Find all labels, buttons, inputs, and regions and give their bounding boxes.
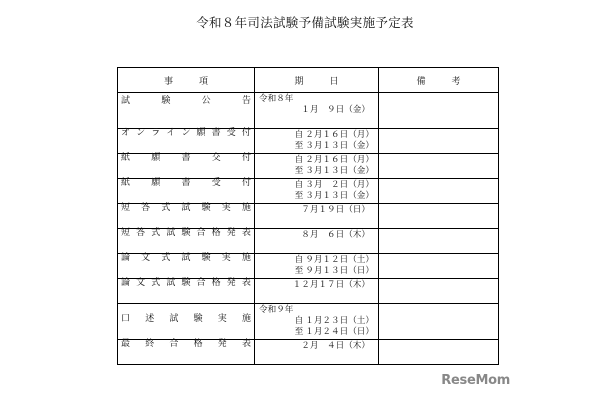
event-char: 書	[211, 128, 221, 138]
date-text: ７月１９日（日）	[301, 205, 370, 215]
remarks-cell	[379, 254, 499, 279]
range-prefix: 自	[294, 155, 304, 165]
table-row	[118, 229, 499, 254]
period-cell	[255, 229, 379, 254]
date-text: ９月１２日（土）	[305, 255, 374, 265]
period-cell	[255, 129, 379, 154]
event-char: 格	[193, 339, 203, 349]
resemom-watermark: ReseMom	[441, 373, 510, 388]
event-cell	[118, 340, 255, 365]
event-char: 実	[221, 253, 231, 263]
date-line	[259, 105, 374, 116]
event-char: 表	[241, 278, 251, 288]
event-char: 受	[226, 128, 236, 138]
range-prefix: 自	[294, 255, 304, 265]
period-cell	[255, 254, 379, 279]
date-text: ２月１６日（月）	[305, 155, 374, 165]
table-row	[118, 154, 499, 179]
era-label: 令和８年	[259, 94, 294, 104]
header-event-char: 事	[163, 76, 173, 87]
remarks-cell	[379, 304, 499, 340]
header-remarks-char: 考	[451, 76, 461, 87]
event-label	[118, 179, 254, 188]
event-char: 験	[161, 96, 171, 106]
event-char: ン	[181, 128, 191, 138]
event-char: 紙	[121, 178, 131, 188]
event-char: 試	[166, 278, 176, 288]
event-char: 発	[217, 339, 227, 349]
remarks-cell	[379, 340, 499, 365]
event-char: 試	[169, 314, 179, 324]
event-char: 願	[196, 128, 206, 138]
date-text: ２月 ４日（木）	[301, 341, 370, 351]
date-line	[259, 180, 374, 191]
event-char: 答	[136, 228, 146, 238]
event-char: 告	[241, 96, 251, 106]
event-char: 論	[121, 253, 131, 263]
table-row	[118, 279, 499, 304]
event-char: 合	[196, 278, 206, 288]
event-char: 終	[145, 339, 155, 349]
event-char: 文	[141, 253, 151, 263]
range-prefix: 自	[294, 130, 304, 140]
event-char: 験	[181, 278, 191, 288]
date-line	[259, 316, 374, 327]
header-period-char: 日	[329, 76, 339, 87]
range-prefix: 至	[294, 166, 304, 176]
table-row	[118, 340, 499, 365]
event-char: 格	[211, 228, 221, 238]
event-char: 験	[193, 314, 203, 324]
event-label	[118, 204, 254, 213]
range-prefix: 至	[294, 266, 304, 276]
event-char: 公	[201, 96, 211, 106]
event-char: 付	[241, 128, 251, 138]
event-char: 験	[201, 203, 211, 213]
date-line	[259, 327, 374, 338]
event-char: 短	[121, 228, 131, 238]
event-label	[118, 340, 254, 349]
event-char: 付	[241, 153, 251, 163]
header-event-char: 項	[199, 76, 209, 87]
event-char: 交	[211, 153, 221, 163]
date-text: ３月１３日（金）	[305, 166, 374, 176]
event-char: 施	[241, 253, 251, 263]
period-cell	[255, 279, 379, 304]
remarks-cell	[379, 93, 499, 129]
date-text: ９月１３日（日）	[305, 266, 374, 276]
event-char: 式	[161, 203, 171, 213]
event-char: 実	[221, 203, 231, 213]
date-line	[259, 280, 374, 291]
event-cell	[118, 304, 255, 340]
range-prefix: 自	[294, 180, 304, 190]
event-char: 付	[241, 178, 251, 188]
event-label	[118, 129, 254, 138]
remarks-cell	[379, 229, 499, 254]
date-line	[259, 130, 374, 141]
table-row	[118, 254, 499, 279]
schedule-table	[117, 67, 499, 365]
document-title: 令和８年司法試験予備試験実施予定表	[196, 15, 414, 30]
table-row	[118, 304, 499, 340]
remarks-cell	[379, 154, 499, 179]
remarks-cell	[379, 129, 499, 154]
remarks-cell	[379, 179, 499, 204]
event-char: 答	[141, 203, 151, 213]
event-char: 式	[151, 278, 161, 288]
header-row	[118, 68, 499, 93]
event-char: 願	[151, 153, 161, 163]
range-prefix: 至	[294, 327, 304, 337]
date-text: ３月１３日（金）	[305, 141, 374, 151]
event-cell	[118, 154, 255, 179]
date-line	[259, 155, 374, 166]
date-text: １２月１７日（木）	[292, 280, 370, 290]
event-cell	[118, 254, 255, 279]
header-period	[255, 68, 379, 93]
period-cell	[255, 93, 379, 129]
event-char: 発	[226, 278, 236, 288]
event-char: 験	[201, 253, 211, 263]
event-char: 式	[161, 253, 171, 263]
header-event	[118, 68, 255, 93]
event-cell	[118, 93, 255, 129]
event-cell	[118, 129, 255, 154]
table-row	[118, 179, 499, 204]
era-label: 令和９年	[259, 305, 294, 315]
event-char: 短	[121, 203, 131, 213]
event-char: 験	[181, 228, 191, 238]
header-period-char: 期	[294, 76, 304, 87]
event-char: 実	[217, 314, 227, 324]
event-char: 書	[181, 178, 191, 188]
remarks-cell	[379, 204, 499, 229]
date-text: ３月１３日（金）	[305, 191, 374, 201]
event-label	[118, 229, 254, 238]
period-cell	[255, 179, 379, 204]
event-label	[118, 254, 254, 263]
event-char: 文	[136, 278, 146, 288]
event-char: 試	[121, 96, 131, 106]
range-prefix: 自	[294, 316, 304, 326]
event-char: 紙	[121, 153, 131, 163]
period-cell	[255, 340, 379, 365]
event-char: 試	[181, 253, 191, 263]
date-line	[259, 230, 374, 241]
date-text: １月 ９日（金）	[301, 105, 370, 115]
event-cell	[118, 204, 255, 229]
range-prefix: 至	[294, 141, 304, 151]
event-label	[118, 279, 254, 288]
date-text: ２月１６日（月）	[305, 130, 374, 140]
event-char: 表	[241, 228, 251, 238]
event-cell	[118, 229, 255, 254]
date-line	[259, 205, 374, 216]
event-char: 述	[145, 314, 155, 324]
date-text: １月２３日（土）	[305, 316, 374, 326]
event-char: 発	[226, 228, 236, 238]
event-cell	[118, 179, 255, 204]
event-char: 格	[211, 278, 221, 288]
table-row	[118, 204, 499, 229]
event-label	[118, 307, 254, 324]
event-char: 最	[121, 339, 131, 349]
event-char: 試	[181, 203, 191, 213]
date-line	[259, 141, 374, 152]
event-char: 施	[241, 203, 251, 213]
event-char: 論	[121, 278, 131, 288]
header-remarks	[379, 68, 499, 93]
date-line	[259, 166, 374, 177]
date-line	[259, 191, 374, 202]
event-char: ラ	[151, 128, 161, 138]
remarks-cell	[379, 279, 499, 304]
event-char: 表	[241, 339, 251, 349]
event-char: 願	[151, 178, 161, 188]
period-cell	[255, 204, 379, 229]
event-char: 書	[181, 153, 191, 163]
event-char: 合	[196, 228, 206, 238]
table-row	[118, 129, 499, 154]
date-line	[259, 266, 374, 277]
period-cell	[255, 304, 379, 340]
event-char: 受	[211, 178, 221, 188]
event-cell	[118, 279, 255, 304]
period-cell	[255, 154, 379, 179]
date-text: ３月 ２日（月）	[305, 180, 374, 190]
event-label	[118, 96, 254, 106]
range-prefix: 至	[294, 191, 304, 201]
event-char: 式	[151, 228, 161, 238]
event-label	[118, 154, 254, 163]
date-text: １月２４日（日）	[305, 327, 374, 337]
date-line	[259, 255, 374, 266]
event-char: イ	[166, 128, 176, 138]
table-row	[118, 93, 499, 129]
event-char: 合	[169, 339, 179, 349]
event-char: ン	[136, 128, 146, 138]
date-line	[259, 341, 374, 352]
header-remarks-char: 備	[416, 76, 426, 87]
event-char: 施	[241, 314, 251, 324]
event-char: オ	[121, 128, 131, 138]
date-text: ８月 ６日（木）	[301, 230, 370, 240]
event-char: 試	[166, 228, 176, 238]
event-char: 口	[121, 314, 131, 324]
